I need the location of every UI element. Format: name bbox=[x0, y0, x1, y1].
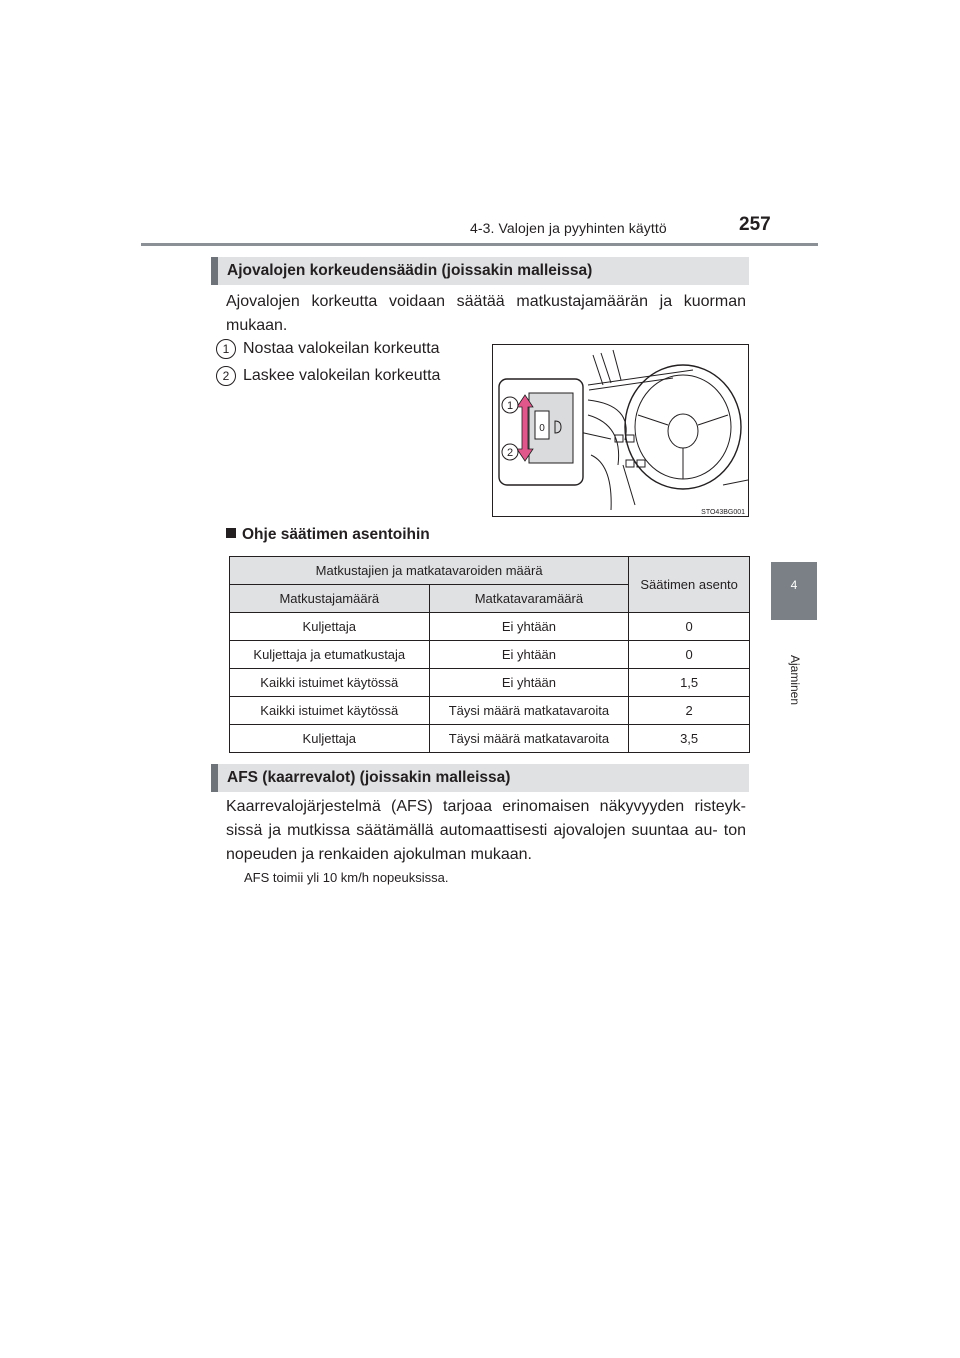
header-rule bbox=[141, 243, 818, 246]
callout-1: 1 bbox=[506, 400, 514, 412]
position-cell: 3,5 bbox=[629, 725, 750, 753]
afs-paragraph: Kaarrevalojärjestelmä (AFS) tarjoaa erinomaisen näkyvyyden risteyk- sissä ja mutkissa säätämällä automaattisesti ajovalojen suuntaa au- ton nopeuden ja renkaiden ajokulman mukaan. bbox=[226, 798, 746, 863]
passengers-header: Matkustajamäärä bbox=[230, 585, 430, 613]
luggage-cell: Täysi määrä matkatavaroita bbox=[429, 725, 629, 753]
table-row bbox=[230, 641, 750, 669]
luggage-cell: Ei yhtään bbox=[429, 669, 629, 697]
headlight-leveler-illustration bbox=[492, 344, 749, 517]
item-number: 1 bbox=[216, 339, 236, 359]
dashboard-drawing bbox=[493, 345, 749, 517]
group-header: Matkustajien ja matkatavaroiden määrä bbox=[230, 557, 629, 585]
section-header: 4-3. Valojen ja pyyhinten käyttö bbox=[470, 220, 667, 236]
section-title-bar bbox=[211, 764, 749, 792]
position-cell: 0 bbox=[629, 641, 750, 669]
item-number: 2 bbox=[216, 366, 236, 386]
passengers-cell: Kaikki istuimet käytössä bbox=[230, 669, 430, 697]
luggage-cell: Ei yhtään bbox=[429, 641, 629, 669]
chapter-label: Ajaminen bbox=[788, 655, 802, 706]
table-row bbox=[230, 697, 750, 725]
table-row bbox=[230, 613, 750, 641]
item-text: Laskee valokeilan korkeutta bbox=[243, 367, 441, 384]
leveler-position-table bbox=[229, 556, 750, 753]
passengers-cell: Kuljettaja ja etumatkustaja bbox=[230, 641, 430, 669]
item-text: Nostaa valokeilan korkeutta bbox=[243, 340, 440, 357]
position-cell: 2 bbox=[629, 697, 750, 725]
luggage-cell: Ei yhtään bbox=[429, 613, 629, 641]
section-title: AFS (kaarrevalot) (joissakin malleissa) bbox=[227, 769, 511, 786]
square-bullet-icon bbox=[226, 528, 236, 538]
position-cell: 1,5 bbox=[629, 669, 750, 697]
luggage-header: Matkatavaramäärä bbox=[429, 585, 629, 613]
table-header-row bbox=[230, 557, 750, 585]
subheading-text: Ohje säätimen asentoihin bbox=[242, 526, 430, 543]
section-title: Ajovalojen korkeudensäädin (joissakin malleissa) bbox=[227, 262, 593, 279]
passengers-cell: Kuljettaja bbox=[230, 613, 430, 641]
passengers-cell: Kuljettaja bbox=[230, 725, 430, 753]
subheading bbox=[226, 526, 430, 544]
callout-2: 2 bbox=[506, 447, 514, 459]
position-cell: 0 bbox=[629, 613, 750, 641]
dial-label: 0 bbox=[539, 423, 545, 434]
section-title-bar bbox=[211, 257, 749, 285]
passengers-cell: Kaikki istuimet käytössä bbox=[230, 697, 430, 725]
intro-paragraph: Ajovalojen korkeutta voidaan säätää matkustajamäärän ja kuorman mukaan. bbox=[226, 293, 746, 334]
table-row bbox=[230, 725, 750, 753]
chapter-number: 4 bbox=[790, 578, 798, 592]
page-number: 257 bbox=[739, 214, 771, 235]
luggage-cell: Täysi määrä matkatavaroita bbox=[429, 697, 629, 725]
afs-note: AFS toimii yli 10 km/h nopeuksissa. bbox=[244, 870, 449, 885]
figure-code: STO43BG001 bbox=[701, 509, 745, 516]
position-header: Säätimen asento bbox=[629, 557, 750, 613]
table-row bbox=[230, 669, 750, 697]
